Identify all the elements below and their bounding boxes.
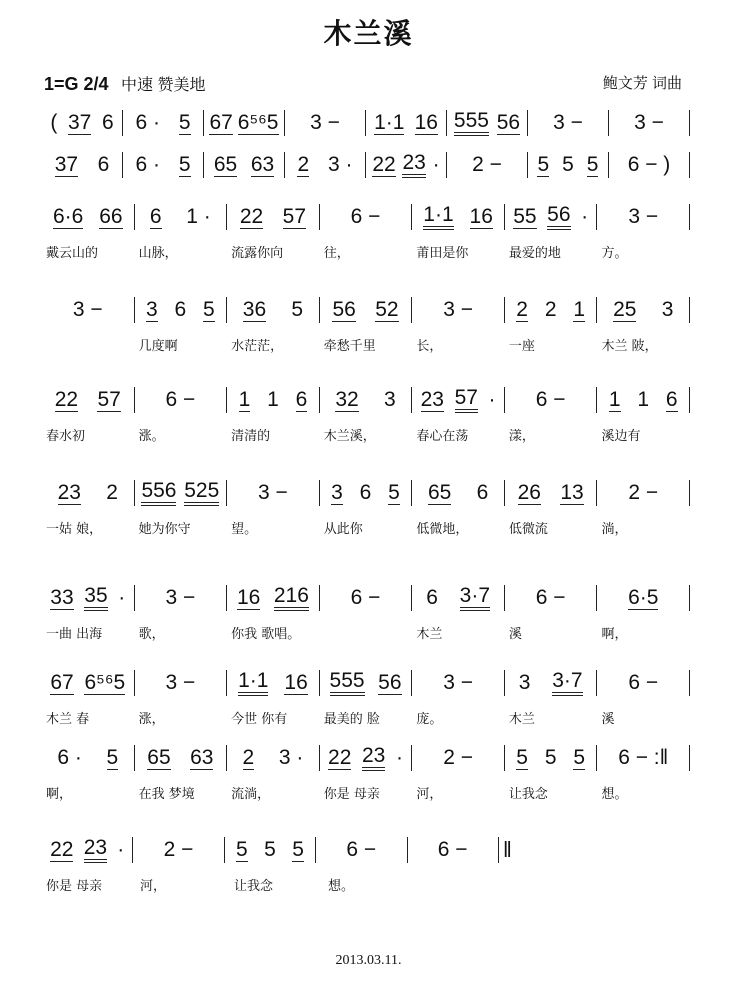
note-group: 3 · (328, 153, 353, 176)
measure (505, 585, 598, 611)
measure (408, 837, 499, 863)
note-group: 56 (496, 110, 521, 134)
lyric: 河， (416, 787, 443, 802)
measure (204, 110, 285, 136)
note-group: 6 (359, 481, 372, 504)
lyrics-row (42, 623, 690, 642)
lyrics-row (42, 518, 690, 537)
notes-row (42, 835, 512, 865)
note-group: 525 (184, 480, 219, 506)
note-group: 6 − (535, 586, 566, 609)
lyric: 低微流 (508, 522, 548, 537)
note-group: 67 (209, 110, 233, 134)
lyric: 今世 你有 (231, 712, 288, 727)
lyric: 庞。 (416, 712, 443, 727)
measure (412, 480, 505, 506)
lyric: 从此你 (323, 522, 363, 537)
measure (227, 745, 320, 771)
measure (123, 152, 204, 178)
note-group: 3·7 (552, 670, 582, 696)
lyric: 溪 (508, 627, 522, 642)
lyric: 溪边有 (601, 429, 641, 444)
measure (285, 152, 366, 178)
lyric: 望。 (231, 522, 258, 537)
lyric: 木兰 陂， (601, 339, 658, 354)
notes-row (42, 583, 690, 613)
measure (42, 585, 135, 611)
note-group: 3 (518, 671, 531, 694)
lyric: 你是 母亲 (46, 879, 103, 894)
note-group: 6 (149, 204, 162, 228)
note-group: 5 (292, 837, 304, 861)
score-line (42, 668, 690, 727)
measure (135, 297, 228, 323)
note-group: 2 − (472, 153, 502, 176)
note-group: 6 − (346, 838, 377, 861)
note-group: 5 (203, 297, 215, 321)
lyric: 让我念 (508, 787, 548, 802)
notes-row (42, 385, 690, 415)
lyric: 想。 (328, 879, 355, 894)
note-group: 25 (613, 297, 637, 321)
note-group: 6 (665, 387, 678, 411)
measure (528, 110, 609, 136)
note-group: 2 (242, 745, 255, 769)
note-group: 23 (57, 480, 81, 504)
measure (227, 297, 320, 323)
note-group: · (432, 153, 440, 176)
note-group: 2 (297, 152, 310, 176)
note-group: 5 (516, 745, 528, 769)
note-group: 3 − (165, 671, 196, 694)
measure (227, 387, 320, 413)
lyric: 在我 梦境 (138, 787, 195, 802)
measure (320, 204, 413, 230)
tempo-marking: 中速 赞美地 (121, 77, 206, 94)
note-group: 23 (362, 745, 385, 771)
note-group: 5 (178, 110, 191, 134)
note-group: 2 − (163, 838, 194, 861)
note-group: 6 (426, 586, 438, 609)
note-group: 6 (101, 111, 114, 134)
lyric: 清清的 (231, 429, 271, 444)
note-group: 6 − :‖ (618, 746, 669, 769)
lyric: 歌， (138, 627, 165, 642)
note-group: 67 (50, 670, 74, 694)
score-line (42, 743, 690, 802)
measure (597, 745, 690, 771)
measure (366, 152, 447, 178)
note-group: 57 (282, 204, 306, 228)
note-group: 26 (517, 480, 541, 504)
measure (42, 837, 133, 863)
note-group: 3 (661, 298, 674, 321)
note-group: 3·7 (460, 585, 490, 611)
note-group: 16 (414, 110, 438, 134)
note-group: 57 (455, 387, 478, 413)
lyric: 淌， (601, 522, 628, 537)
lyric: 你我 歌唱。 (231, 627, 301, 642)
notes-row (42, 150, 690, 180)
song-meta (44, 72, 205, 95)
note-group: 56 (332, 297, 356, 321)
measure (227, 585, 320, 611)
measure (227, 480, 320, 506)
measure (505, 204, 598, 230)
note-group: 23 (402, 152, 425, 178)
measure (285, 110, 366, 136)
note-group: 3 − (443, 671, 473, 694)
measure (42, 480, 135, 506)
measure (42, 297, 135, 323)
measure (412, 670, 505, 696)
note-group: 6 (295, 387, 308, 411)
measure (316, 837, 407, 863)
lyric: 长， (416, 339, 443, 354)
lyric: 流淌， (231, 787, 271, 802)
measure (597, 585, 690, 611)
final-barline: ‖ (502, 837, 512, 862)
lyric: 莆田是你 (416, 246, 469, 261)
note-group: 23 (84, 837, 107, 863)
measure (204, 152, 285, 178)
lyric: 河， (140, 879, 167, 894)
measure (505, 480, 598, 506)
measure (135, 480, 228, 506)
note-group: 3 · (278, 746, 304, 769)
measure (505, 670, 598, 696)
note-group: 555 (330, 670, 365, 696)
notes-row (42, 295, 690, 325)
note-group: 3 − (72, 298, 103, 321)
lyric (320, 623, 413, 642)
note-group: 16 (236, 585, 261, 609)
measure (505, 387, 598, 413)
note-group: 23 (420, 387, 444, 411)
note-group: 6 (97, 153, 110, 176)
measure (320, 480, 413, 506)
note-group: 6 − (535, 388, 566, 411)
note-group: 216 (274, 585, 309, 611)
note-group: 5 (573, 745, 586, 769)
note-group: 65 (213, 152, 238, 176)
measure (42, 110, 123, 136)
measure (227, 204, 320, 230)
measure (505, 745, 598, 771)
lyric: 一曲 出海 (46, 627, 103, 642)
note-group: 35 (84, 585, 107, 611)
lyric: 水茫茫， (231, 339, 284, 354)
note-group: 5 (235, 837, 248, 861)
lyric: 涨， (138, 712, 165, 727)
measure (225, 837, 316, 863)
measure (528, 152, 609, 178)
lyric: 最爱的地 (508, 246, 561, 261)
lyric: 几度啊 (138, 339, 178, 354)
note-group: 6·6 (52, 204, 84, 228)
lyric (42, 335, 135, 354)
note-group: 2 (544, 298, 557, 321)
note-group: · (117, 838, 125, 861)
lyrics-row (42, 783, 690, 802)
measure (42, 670, 135, 696)
note-group: 6 · (135, 111, 160, 134)
lyrics-row (42, 242, 690, 261)
note-group: 3 − (443, 298, 473, 321)
measure (609, 152, 690, 178)
note-group: 6 (174, 298, 187, 321)
note-group: 1·1 (238, 670, 268, 696)
measure (609, 110, 690, 136)
note-group: 63 (250, 152, 275, 176)
note-group: 556 (141, 480, 176, 506)
note-group: 6 (476, 481, 489, 504)
lyric: 低微地， (416, 522, 469, 537)
score-line (42, 835, 512, 894)
note-group: 22 (54, 387, 79, 411)
lyrics-row (42, 875, 512, 894)
note-group: · (395, 746, 403, 769)
note-group: 6 − (350, 586, 381, 609)
measure (320, 387, 413, 413)
note-group: 5 (291, 298, 304, 321)
lyric: 你是 母亲 (323, 787, 380, 802)
measure (42, 204, 135, 230)
note-group: 16 (469, 204, 493, 228)
lyric: 木兰 (416, 627, 443, 642)
measure (447, 152, 528, 178)
measure (320, 297, 413, 323)
lyric: 牵愁千里 (323, 339, 376, 354)
note-group: 32 (335, 387, 359, 411)
score-line (42, 202, 690, 261)
note-group: 65 (147, 745, 171, 769)
date: 2013.03.11. (335, 953, 402, 968)
measure (412, 585, 505, 611)
measure (42, 152, 123, 178)
lyric: 啊， (601, 627, 628, 642)
note-group: 65 (427, 480, 452, 504)
note-group: 5 (106, 745, 119, 769)
note-group: 5 (537, 152, 550, 176)
measure (133, 837, 224, 863)
measure (597, 297, 690, 323)
note-group: 37 (67, 110, 92, 134)
measure (597, 204, 690, 230)
note-group: 37 (54, 152, 79, 176)
note-group: ( (50, 111, 58, 134)
note-group: 52 (375, 297, 399, 321)
notes-row (42, 743, 690, 773)
lyric: 涨。 (138, 429, 165, 444)
note-group: 57 (97, 387, 121, 411)
note-group: 6 − (437, 838, 468, 861)
lyric: 一座 (508, 339, 535, 354)
note-group: 63 (190, 745, 214, 769)
note-group: 3 − (628, 205, 659, 228)
note-group: 3 − (553, 111, 583, 134)
note-group: 1·1 (374, 110, 405, 134)
note-group: 3 − (258, 481, 288, 504)
lyric: 想。 (601, 787, 628, 802)
measure (597, 480, 690, 506)
note-group: 33 (50, 585, 74, 609)
note-group: 1 · (186, 205, 211, 228)
note-group: 3 (145, 297, 158, 321)
note-group: 6⁵⁶5 (237, 110, 279, 134)
note-group: 3 (331, 480, 343, 504)
note-group: 36 (242, 297, 267, 321)
note-group: 1 (608, 387, 621, 411)
note-group: 3 − (634, 111, 664, 134)
notes-row (42, 108, 690, 138)
note-group: 56 (378, 670, 402, 694)
measure (320, 745, 413, 771)
note-group: 1·1 (423, 204, 453, 230)
measure (412, 204, 505, 230)
measure (597, 670, 690, 696)
lyric: 木兰 (508, 712, 535, 727)
measure (135, 204, 228, 230)
lyric: 让我念 (234, 879, 274, 894)
note-group: 6 · (135, 153, 160, 176)
lyrics-row (42, 708, 690, 727)
measure (320, 670, 413, 696)
notes-row (42, 668, 690, 698)
note-group: 5 (586, 152, 599, 176)
song-title: 木兰溪 (323, 17, 414, 50)
author-credit: 鲍文芳 词曲 (602, 75, 682, 92)
key-signature: 1=G 2/4 (44, 74, 109, 94)
lyrics-row (42, 425, 690, 444)
note-group: 16 (284, 670, 308, 694)
lyric: 木兰 春 (46, 712, 90, 727)
note-group: 5 (544, 746, 557, 769)
lyric: 啊， (46, 787, 73, 802)
lyric: 往， (323, 246, 350, 261)
note-group: 6 · (57, 746, 82, 769)
note-group: 1 (637, 388, 650, 411)
measure (227, 670, 320, 696)
lyric (418, 875, 512, 894)
note-group: 56 (547, 204, 570, 230)
note-group: 22 (50, 837, 74, 861)
lyric: 春水初 (46, 429, 86, 444)
lyric: 她为你守 (138, 522, 191, 537)
score-line (42, 108, 690, 138)
note-group: 55 (513, 204, 537, 228)
measure (505, 297, 598, 323)
note-group: 5 (264, 838, 276, 861)
measure (42, 387, 135, 413)
lyric: 漾， (508, 429, 535, 444)
note-group: 6·5 (628, 585, 659, 609)
measure (447, 110, 528, 136)
measure (412, 297, 505, 323)
measure (135, 670, 228, 696)
note-group: 5 (388, 480, 400, 504)
note-group: 22 (328, 745, 352, 769)
note-group: 1 (573, 297, 586, 321)
note-group: 2 − (443, 746, 473, 769)
note-group: 22 (372, 152, 396, 176)
note-group: 3 − (310, 111, 340, 134)
lyric: 流露你向 (231, 246, 284, 261)
score-line (42, 583, 690, 642)
note-group: 555 (454, 110, 489, 136)
lyrics-row (42, 335, 690, 354)
measure (597, 387, 690, 413)
note-group: 22 (239, 204, 264, 228)
measure (366, 110, 447, 136)
note-group: · (581, 205, 589, 228)
measure (123, 110, 204, 136)
note-group: · (488, 388, 496, 411)
measure (412, 387, 505, 413)
note-group: 6 − (628, 671, 659, 694)
score-line (42, 385, 690, 444)
lyric: 山脉， (138, 246, 178, 261)
note-group: 6⁵⁶5 (84, 670, 126, 694)
note-group: 5 (178, 152, 191, 176)
lyric: 木兰溪， (323, 429, 376, 444)
score-line (42, 295, 690, 354)
measure (412, 745, 505, 771)
note-group: 2 (516, 297, 528, 321)
note-group: 1 (267, 388, 279, 411)
note-group: 13 (560, 480, 584, 504)
notes-row (42, 202, 690, 232)
note-group: 1 (238, 387, 251, 411)
score-line (42, 150, 690, 180)
score-line (42, 478, 690, 537)
lyric: 最美的 脸 (323, 712, 380, 727)
measure (135, 745, 228, 771)
notes-row (42, 478, 690, 508)
note-group: 6 − ) (627, 153, 671, 176)
note-group: 3 (383, 388, 396, 411)
measure (320, 585, 413, 611)
note-group: 6 − (350, 205, 381, 228)
lyric: 戴云山的 (46, 246, 99, 261)
lyric: 溪 (601, 712, 615, 727)
measure (42, 745, 135, 771)
lyric: 方。 (601, 246, 628, 261)
note-group: 2 − (628, 481, 659, 504)
lyric: 一姑 娘， (46, 522, 103, 537)
note-group: 5 (562, 153, 574, 176)
note-group: 6 − (165, 388, 196, 411)
note-group: 66 (99, 204, 123, 228)
measure (135, 387, 228, 413)
note-group: 2 (106, 481, 118, 504)
measure (135, 585, 228, 611)
note-group: 3 − (165, 586, 196, 609)
lyric: 春心在荡 (416, 429, 469, 444)
note-group: · (118, 586, 126, 609)
